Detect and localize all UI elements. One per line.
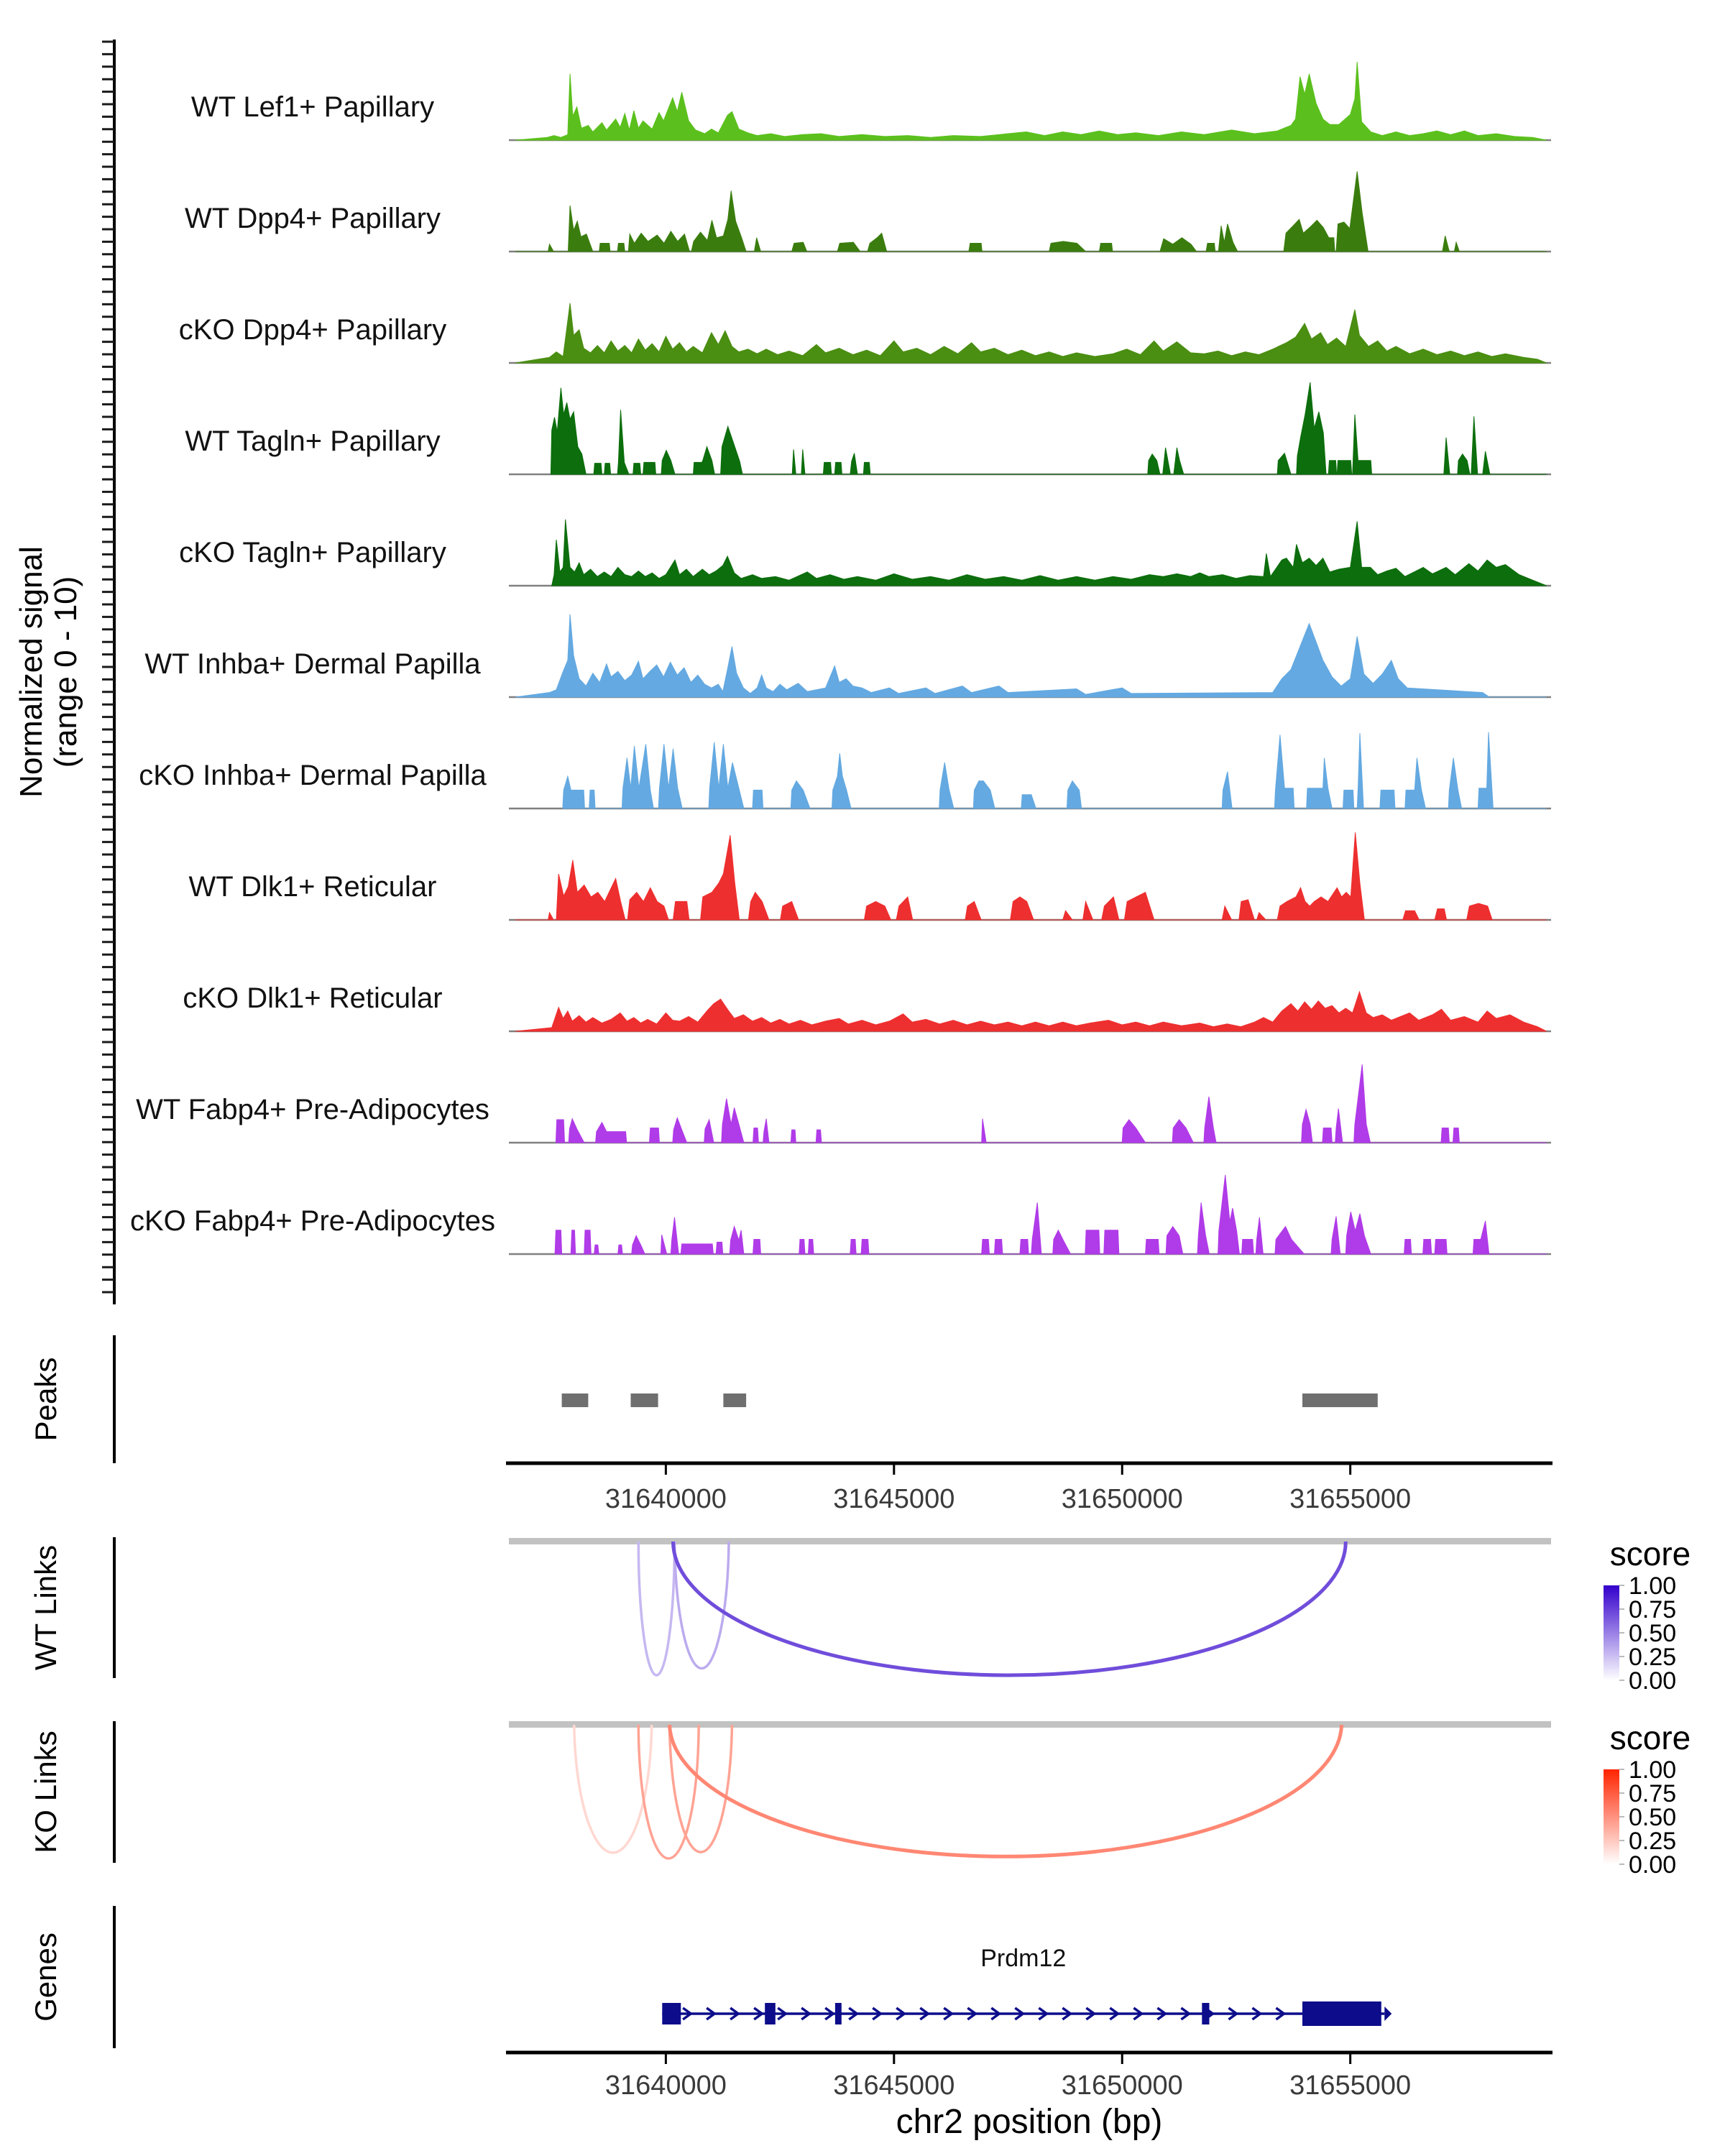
links-baseline [509,1538,1551,1544]
signal-track-row [130,1175,1551,1254]
y-axis-label-line1: Normalized signal [14,546,49,798]
panel-rail [29,1537,114,1678]
genome-axis-tick-label: 31645000 [833,2070,955,2101]
signal-track-row [179,520,1551,586]
genome-axis [506,1463,1552,1514]
legend-title: score [1609,1535,1691,1572]
panel-label: Peaks [29,1357,63,1442]
legend-tick-label: 0.00 [1629,1851,1677,1879]
link-arc [673,1542,1346,1675]
coverage-area [515,172,1547,252]
legend-tick-label: 0.25 [1629,1644,1677,1671]
signal-track-row [183,982,1551,1031]
legend-tick-label: 0.75 [1629,1780,1677,1807]
legend-tick-label: 1.00 [1629,1572,1677,1600]
coverage-area [552,520,1547,586]
legend-tick-label: 0.50 [1629,1620,1677,1647]
link-arc [670,1725,1342,1856]
gene-thick-exon [1302,2001,1381,2026]
peak-region [562,1393,589,1407]
panel-label: WT Links [29,1544,63,1671]
coverage-area [555,1175,1547,1254]
track-label: WT Lef1+ Papillary [190,91,435,123]
links-panel [509,1721,1551,1858]
link-arc [670,1725,732,1852]
panel-rail [29,1906,114,2048]
coverage-area [515,992,1547,1031]
legend-title: score [1609,1719,1691,1756]
signal-track-row [139,732,1551,808]
track-label: cKO Tagln+ Papillary [179,537,446,568]
coverage-area [551,382,1546,474]
peak-region [723,1393,746,1407]
score-legend [1604,1535,1690,1695]
track-label: WT Tagln+ Papillary [185,425,441,457]
gene-track [662,1945,1392,2026]
legend-tick-label: 1.00 [1629,1756,1677,1784]
legend-tick-label: 0.50 [1629,1804,1677,1831]
legend-tick-label: 0.75 [1629,1596,1677,1623]
link-arc [638,1542,674,1675]
coverage-area [515,303,1547,363]
gene-exon [765,2003,776,2024]
signal-track-row [179,303,1551,363]
y-axis [14,40,114,1304]
signal-track-row [191,62,1551,140]
signal-track-row [185,172,1551,252]
signal-track-row [189,832,1551,920]
panel-rail [29,1721,114,1863]
links-panel [509,1538,1551,1675]
track-label: cKO Dlk1+ Reticular [183,982,443,1014]
genome-axis-tick-label: 31640000 [604,1484,727,1514]
gene-exon [662,2003,681,2024]
panel-label: Genes [29,1932,63,2022]
score-legend [1604,1719,1690,1879]
link-arc [675,1542,730,1668]
coverage-area [556,1064,1546,1143]
genome-axis-tick-label: 31645000 [833,1484,955,1514]
genome-axis-tick-label: 31650000 [1061,2070,1183,2101]
links-baseline [509,1721,1551,1728]
signal-track-row [185,382,1551,474]
track-label: WT Inhba+ Dermal Papilla [144,648,481,680]
peak-region [631,1393,658,1407]
genome-axis-tick-label: 31655000 [1289,1484,1412,1514]
gene-exon [835,2003,842,2024]
y-axis-label-line2: (range 0 - 10) [48,576,83,768]
genome-axis [506,2053,1552,2101]
coverage-area [515,62,1547,140]
link-arc [638,1725,699,1858]
genome-axis-tick-label: 31655000 [1289,2070,1412,2101]
legend-tick-label: 0.00 [1629,1667,1677,1695]
track-label: WT Dpp4+ Papillary [184,203,441,234]
signal-track-row [144,614,1551,697]
legend-gradient-bar [1604,1769,1619,1864]
track-label: cKO Dpp4+ Papillary [178,314,447,346]
coverage-area [515,614,1547,697]
peak-region [1302,1393,1378,1407]
coverage-area [563,732,1547,808]
x-axis-title: chr2 position (bp) [896,2103,1163,2141]
coverage-area [515,832,1547,920]
gene-name: Prdm12 [980,1945,1067,1972]
gene-end-arrow-icon [1384,2007,1392,2021]
track-label: WT Fabp4+ Pre-Adipocytes [136,1094,489,1125]
genome-axis-tick-label: 31650000 [1061,1484,1183,1514]
track-label: WT Dlk1+ Reticular [188,871,437,903]
legend-gradient-bar [1604,1585,1619,1680]
signal-track-row [136,1064,1551,1143]
track-label: cKO Inhba+ Dermal Papilla [139,760,487,791]
genome-axis-tick-label: 31640000 [604,2070,727,2101]
legend-tick-label: 0.25 [1629,1828,1677,1855]
panel-rail [29,1335,114,1463]
gene-exon [1202,2003,1209,2024]
link-arc [574,1725,652,1853]
panel-label: KO Links [29,1731,63,1853]
track-label: cKO Fabp4+ Pre-Adipocytes [129,1205,496,1237]
